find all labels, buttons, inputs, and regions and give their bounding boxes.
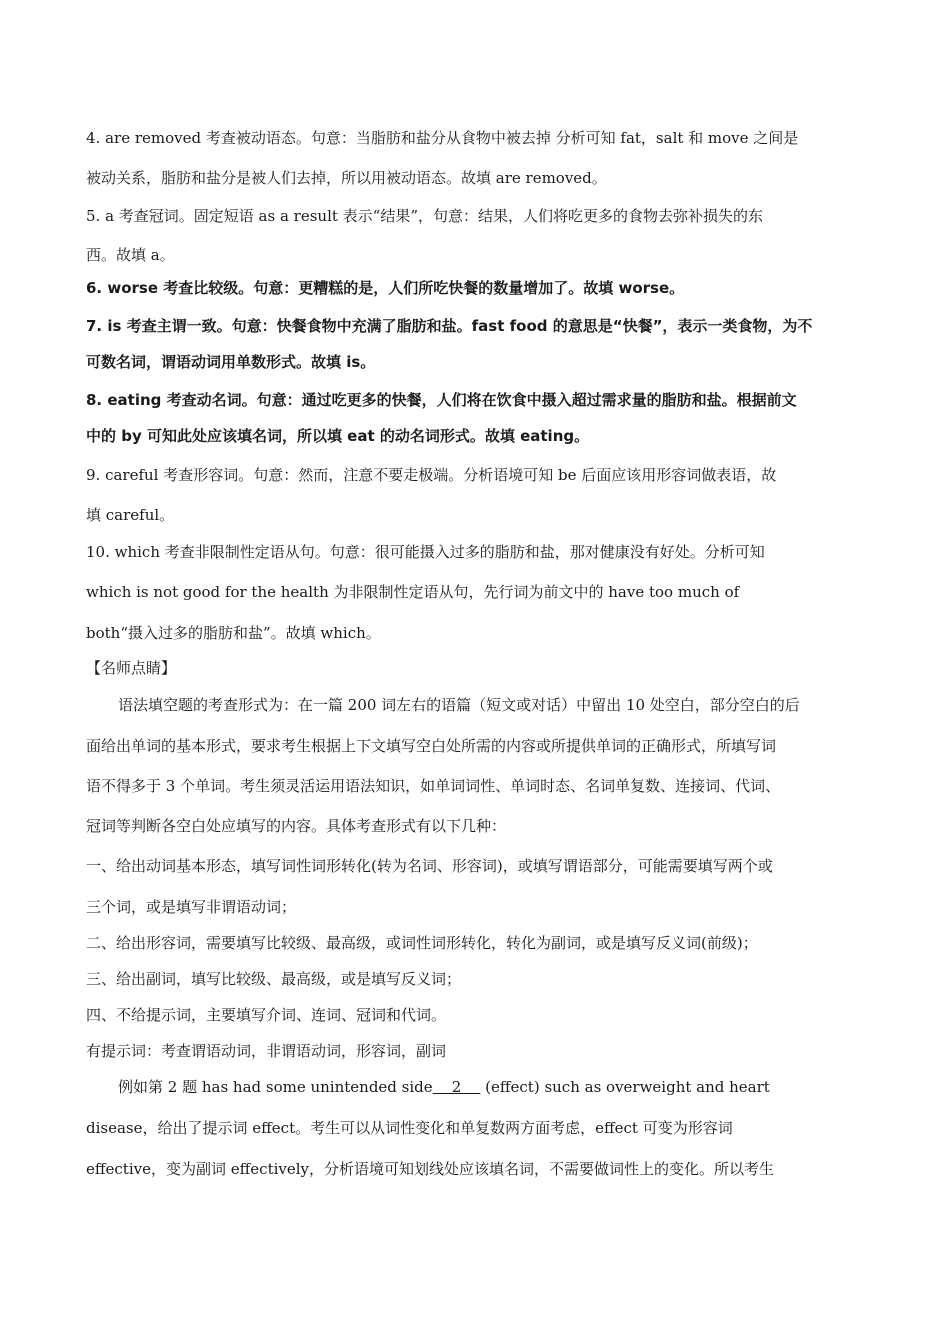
tips-item-line: 四、不给提示词，主要填写介词、连词、冠词和代词。 [86,1006,447,1024]
example-line-1 [118,1076,864,1098]
answer-4-line-1: 4. are removed 考查被动语态。句意：当脂肪和盐分从食物中被去掉 分析可知 fat，salt 和 move 之间是 [86,129,799,147]
tips-paragraph-line: 面给出单词的基本形式，要求考生根据上下文填写空白处所需的内容或所提供单词的正确形式，所填写词 [86,737,777,755]
tips-paragraph-line: 语法填空题的考查形式为：在一篇 200 词左右的语篇（短文或对话）中留出 10 处空白，部分空白的后 [118,696,800,714]
tips-item-line: 一、给出动词基本形态，填写词性词形转化(转为名词、形容词)，或填写谓语部分，可能需要填写两个或 [86,857,773,875]
answer-10-line-1: 10. which 考查非限制性定语从句。句意：很可能摄入过多的脂肪和盐，那对健康没有好处。分析可知 [86,543,765,561]
example-blank: 2 [432,1078,481,1096]
example-text: (effect) such as overweight and heart [480,1078,770,1096]
answer-9-line-2: 填 careful。 [86,506,175,524]
answer-5-line-2: 西。故填 a。 [86,246,175,264]
tips-item-line: 三、给出副词，填写比较级、最高级，或是填写反义词； [86,970,462,988]
tips-item-line: 三个词，或是填写非谓语动词； [86,898,297,916]
answer-10-line-3: both“摄入过多的脂肪和盐”。故填 which。 [86,624,381,642]
tips-item-line: 二、给出形容词，需要填写比较级、最高级，或词性词形转化，转化为副词，或是填写反义词(前级)； [86,934,758,952]
answer-7-line-2: 可数名词，谓语动词用单数形式。故填 is。 [86,353,376,371]
example-line-3: effective，变为副词 effectively，分析语境可知划线处应该填名词，不需要做词性上的变化。所以考生 [86,1160,775,1178]
tips-paragraph-line: 冠词等判断各空白处应填写的内容。具体考查形式有以下几种： [86,817,507,835]
answer-5-line-1: 5. a 考查冠词。固定短语 as a result 表示“结果”，句意：结果，人们将吃更多的食物去弥补损失的东 [86,207,764,225]
answer-9-line-1: 9. careful 考查形容词。句意：然而，注意不要走极端。分析语境可知 be 后面应该用形容词做表语，故 [86,466,777,484]
answer-6-line-1: 6. worse 考查比较级。句意：更糟糕的是，人们所吃快餐的数量增加了。故填 worse。 [86,279,685,297]
answer-4-line-2: 被动关系，脂肪和盐分是被人们去掉，所以用被动语态。故填 are removed。 [86,169,607,187]
tips-item-line: 有提示词：考查谓语动词，非谓语动词，形容词，副词 [86,1042,447,1060]
example-line-2: disease，给出了提示词 effect。考生可以从词性变化和单复数两方面考虑，effect 可变为形容词 [86,1119,733,1137]
answer-10-line-2: which is not good for the health 为非限制性定语从句，先行词为前文中的 have too much of [86,583,740,601]
answer-8-line-2: 中的 by 可知此处应该填名词，所以填 eat 的动名词形式。故填 eating。 [86,427,590,445]
example-text: 例如第 2 题 has had some unintended side [118,1078,433,1096]
tips-heading: 【名师点睛】 [86,659,177,677]
answer-8-line-1: 8. eating 考查动名词。句意：通过吃更多的快餐，人们将在饮食中摄入超过需求量的脂肪和盐。根据前文 [86,391,797,409]
answer-7-line-1: 7. is 考查主谓一致。句意：快餐食物中充满了脂肪和盐。fast food 的意思是“快餐”，表示一类食物，为不 [86,317,813,335]
tips-paragraph-line: 语不得多于 3 个单词。考生须灵活运用语法知识，如单词词性、单词时态、名词单复数、连接词、代词、 [86,777,781,795]
